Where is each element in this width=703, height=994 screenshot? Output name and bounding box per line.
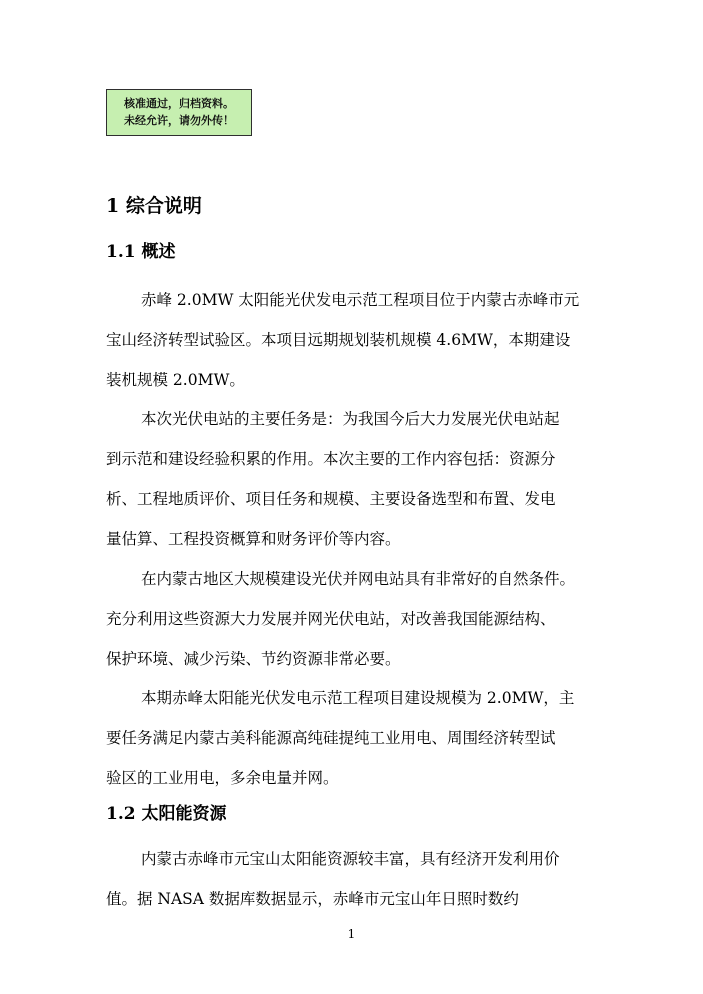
solar-resource-paragraph-1 [106,839,602,919]
confidential-stamp [106,89,252,136]
section-1-2-heading: 1.2 太阳能资源 [106,804,227,824]
stamp-line-2: 未经允许，请勿外传！ [124,114,234,127]
text-line: 值。据 NASA 数据库数据显示，赤峰市元宝山年日照时数约 [106,890,519,908]
text-line: 保护环境、减少污染、节约资源非常必要。 [106,650,401,668]
overview-paragraph-3 [106,559,602,679]
text-line: 本次光伏电站的主要任务是：为我国今后大力发展光伏电站起 [141,410,560,428]
text-line: 充分利用这些资源大力发展并网光伏电站，对改善我国能源结构、 [106,610,556,628]
text-line: 要任务满足内蒙古美科能源高纯硅提纯工业用电、周围经济转型试 [106,729,556,747]
text-line: 装机规模 2.0MW。 [106,371,245,389]
section-1-1-heading: 1.1 概述 [106,242,176,262]
stamp-line-1: 核准通过，归档资料。 [124,97,234,110]
text-line: 到示范和建设经验积累的作用。本次主要的工作内容包括：资源分 [106,450,556,468]
text-line: 宝山经济转型试验区。本项目远期规划装机规模 4.6MW，本期建设 [106,331,571,349]
page-number: 1 [347,927,356,941]
text-line: 内蒙古赤峰市元宝山太阳能资源较丰富，具有经济开发利用价 [141,850,560,868]
text-line: 验区的工业用电，多余电量并网。 [106,769,339,787]
text-line: 本期赤峰太阳能光伏发电示范工程项目建设规模为 2.0MW，主 [141,689,575,707]
text-line: 赤峰 2.0MW 太阳能光伏发电示范工程项目位于内蒙古赤峰市元 [141,291,580,309]
text-line: 量估算、工程投资概算和财务评价等内容。 [106,530,401,548]
overview-paragraph-1 [106,280,602,400]
section-1-heading: 1 综合说明 [106,195,202,217]
overview-paragraph-4 [106,678,602,798]
text-line: 析、工程地质评价、项目任务和规模、主要设备选型和布置、发电 [106,490,556,508]
overview-paragraph-2 [106,399,602,559]
text-line: 在内蒙古地区大规模建设光伏并网电站具有非常好的自然条件。 [141,570,576,588]
